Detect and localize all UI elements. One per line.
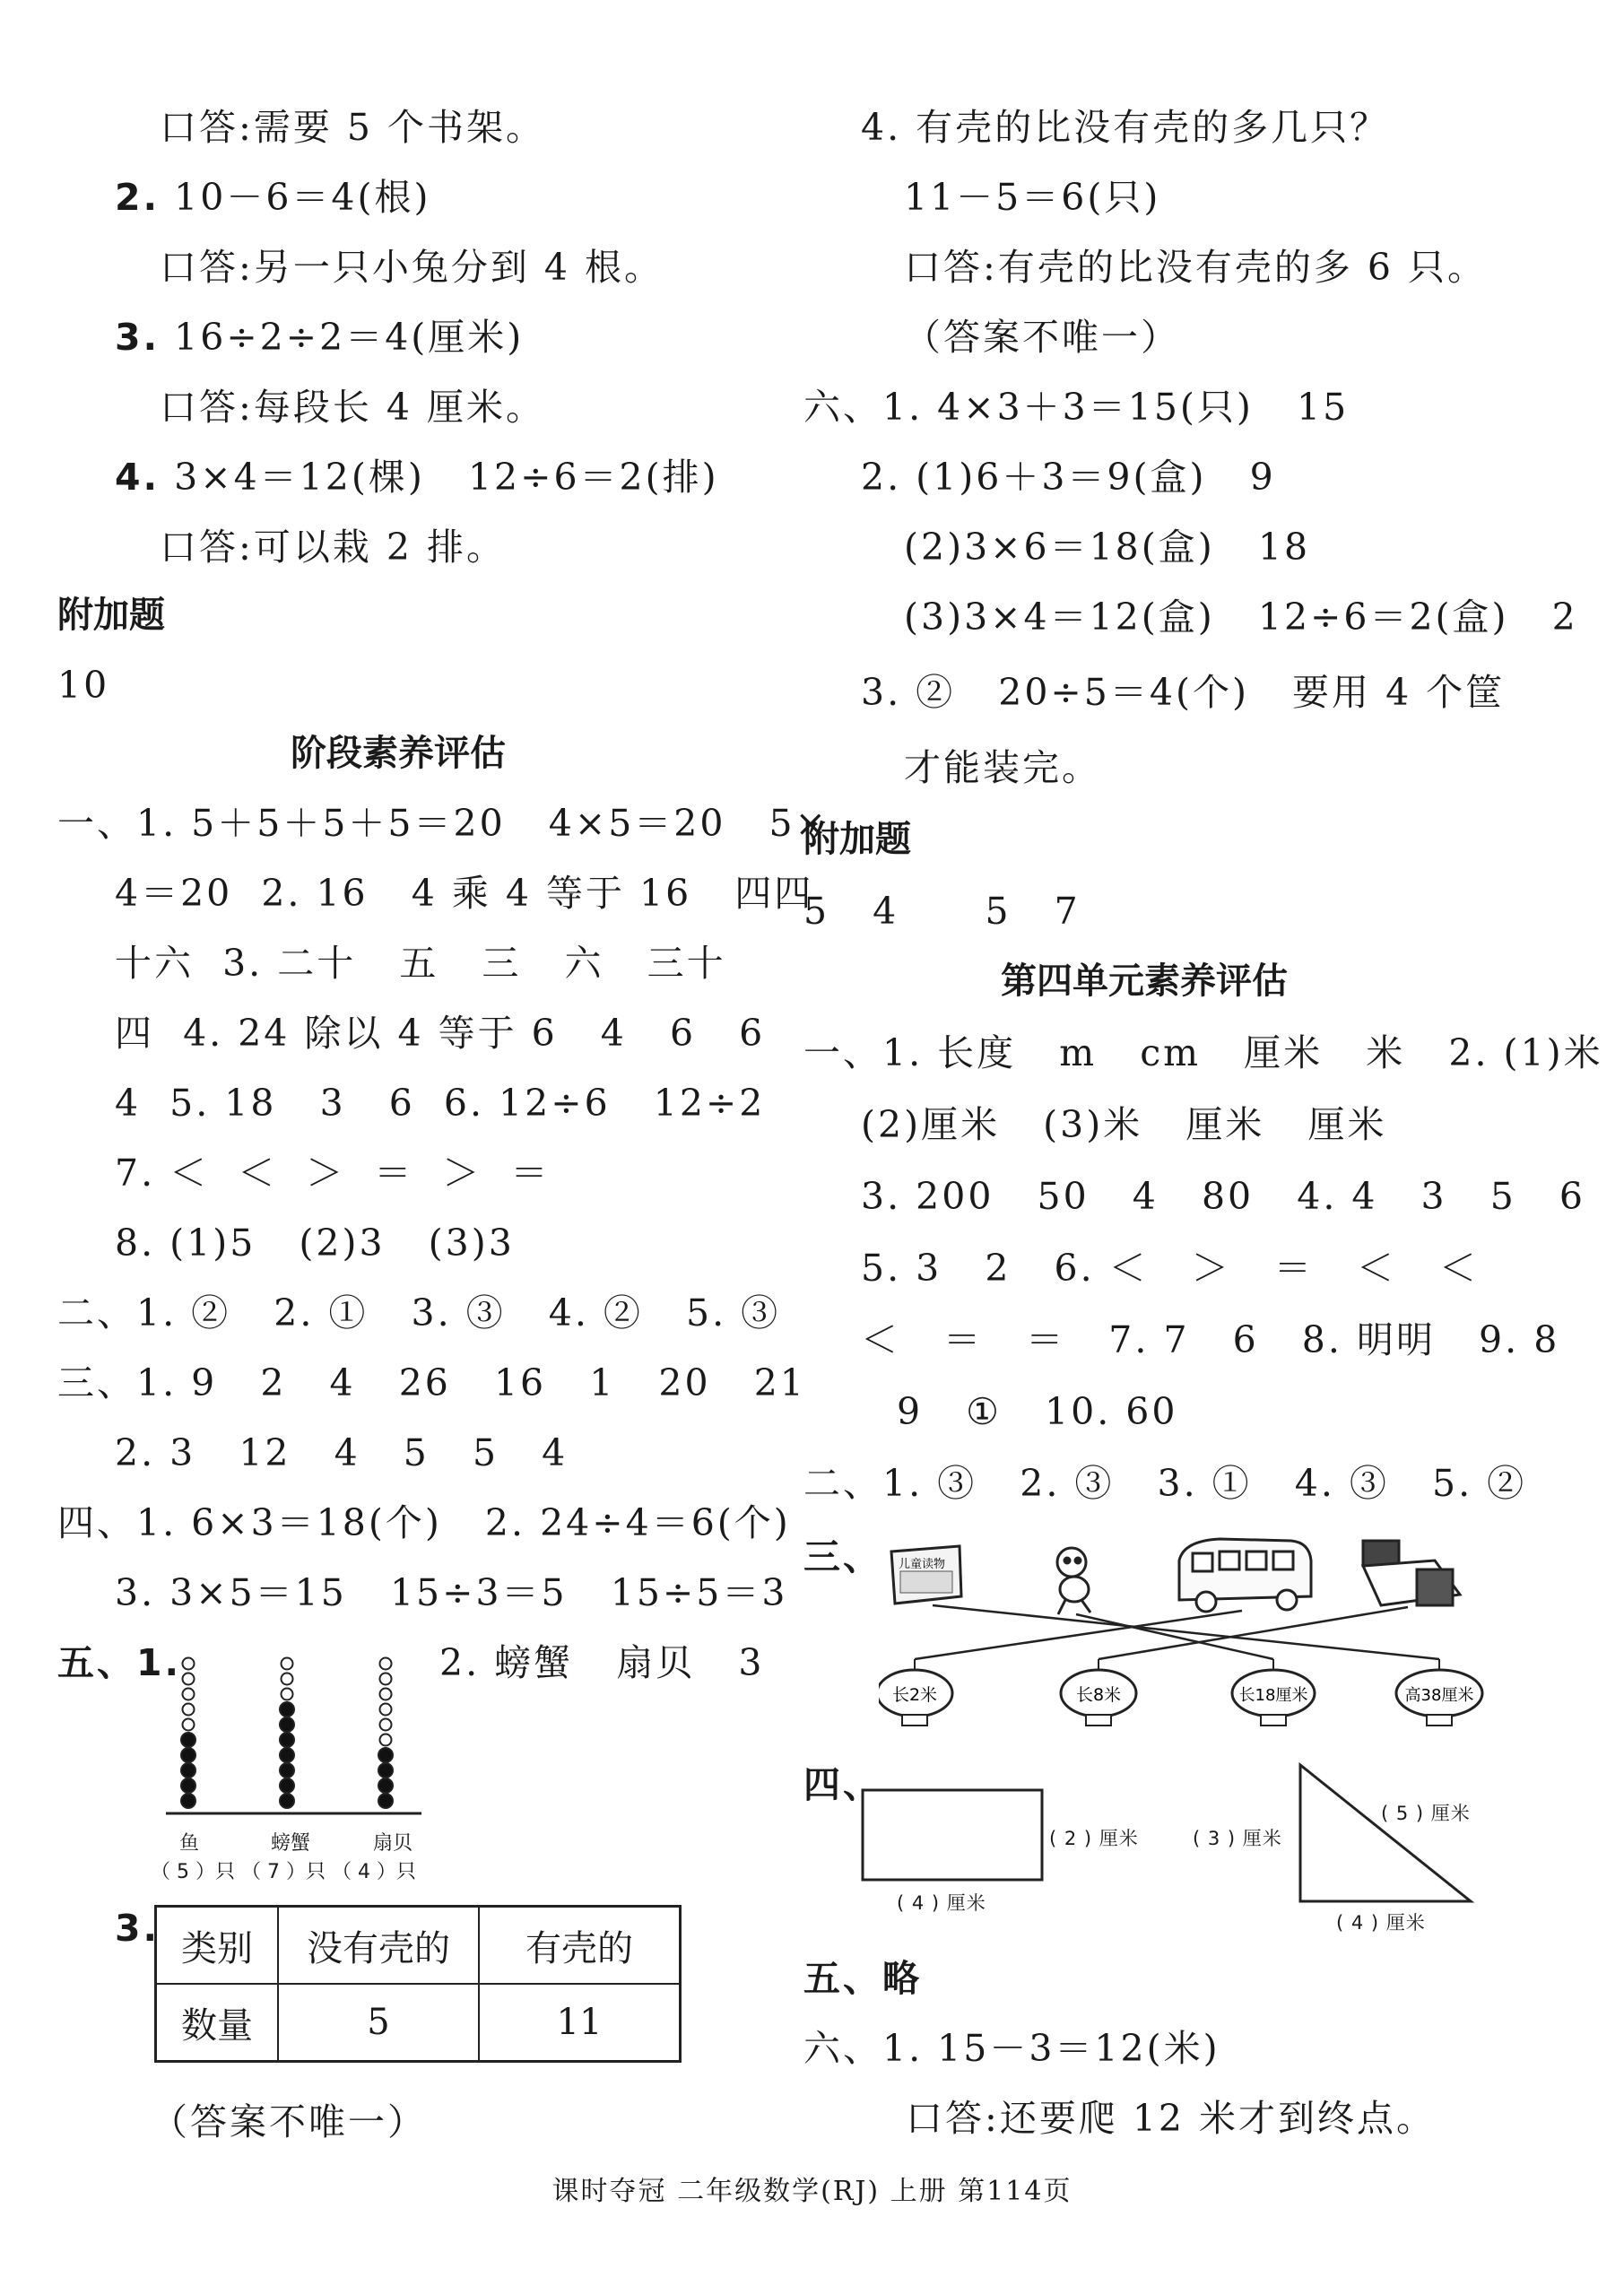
bead-filled bbox=[181, 1778, 195, 1793]
bead-empty bbox=[183, 1704, 195, 1716]
bead-empty bbox=[183, 1673, 195, 1685]
matching-lines bbox=[915, 1605, 1439, 1659]
bead-filled bbox=[378, 1763, 393, 1778]
answer-line: 口答:需要 5 个书架。 bbox=[160, 106, 545, 149]
bead-filled bbox=[378, 1794, 393, 1808]
bead-label: 螃蟹 bbox=[271, 1832, 311, 1855]
answer-line: (2)厘米 (3)米 厘米 厘米 bbox=[861, 1103, 1387, 1146]
bed-picture bbox=[1363, 1541, 1460, 1605]
answer-line: 3. ② 20÷5＝4(个) 要用 4 个筐 bbox=[861, 671, 1506, 714]
answer-line: 十六 3. 二十 五 三 六 三十 bbox=[115, 942, 726, 985]
bead-empty bbox=[282, 1689, 293, 1700]
bead-empty bbox=[282, 1673, 293, 1685]
answer-line: 二、1. ③ 2. ③ 3. ① 4. ③ 5. ② bbox=[803, 1462, 1527, 1505]
answer-line: 11－5＝6(只) bbox=[904, 176, 1161, 219]
page-footer: 课时夺冠 二年级数学(RJ) 上册 第114页 bbox=[551, 2176, 1073, 2207]
answer-line: 一、1. 长度 m cm 厘米 米 2. (1)米 bbox=[803, 1031, 1603, 1074]
question-number: 3. bbox=[115, 1907, 161, 1950]
answer-line: 五、略 bbox=[803, 1957, 922, 2000]
answer-line: 四、 bbox=[803, 1763, 882, 1806]
bead-empty bbox=[183, 1658, 195, 1670]
section-title: 第四单元素养评估 bbox=[1001, 961, 1288, 1002]
bead-empty bbox=[380, 1673, 392, 1685]
table-cell: 11 bbox=[479, 1984, 681, 2062]
answer-line: 4＝20 2. 16 4 乘 4 等于 16 四四 bbox=[115, 872, 814, 915]
table-header: 没有壳的 bbox=[278, 1907, 479, 1985]
lantern bbox=[879, 1659, 952, 1726]
matching-figure bbox=[879, 1525, 1489, 1740]
bead-filled bbox=[280, 1778, 294, 1793]
answer-line: 口答:另一只小兔分到 4 根。 bbox=[160, 246, 664, 289]
answer-line: 2. 螃蟹 扇贝 3 bbox=[439, 1641, 765, 1684]
bead-filled bbox=[378, 1778, 393, 1793]
answer-line: 三、 bbox=[803, 1535, 882, 1578]
table-header: 类别 bbox=[156, 1907, 279, 1985]
answer-line: 五、1. bbox=[57, 1641, 182, 1684]
answer-line: 一、1. 5＋5＋5＋5＝20 4×5＝20 5× bbox=[57, 802, 829, 845]
bead-filled bbox=[280, 1733, 294, 1747]
answer-line: 4. 有壳的比没有壳的多几只？ bbox=[861, 106, 1390, 149]
answer-line: 3. 3×5＝15 15÷3＝5 15÷5＝3 bbox=[115, 1571, 788, 1614]
answer-line: 六、1. 15－3＝12(米) bbox=[803, 2027, 1220, 2070]
extra-title: 附加题 bbox=[57, 595, 165, 636]
extra-answer: 5 4 5 7 bbox=[803, 890, 1081, 933]
bead-filled bbox=[280, 1794, 294, 1808]
lantern-label: 长2米 bbox=[891, 1685, 938, 1705]
lantern-label: 高38厘米 bbox=[1404, 1686, 1474, 1705]
answer-line: 3. 200 50 4 80 4. 4 3 5 6 bbox=[861, 1175, 1586, 1218]
answer-line: 口答:还要爬 12 米才到终点。 bbox=[906, 2097, 1437, 2140]
bead-filled bbox=[181, 1733, 195, 1747]
tri-hyp-label: ( 5 ) 厘米 bbox=[1381, 1803, 1471, 1824]
lantern bbox=[1396, 1659, 1482, 1726]
bead-count-label: （ 5 ）只 （ 7 ）只 （ 4 ）只 bbox=[151, 1861, 416, 1883]
bead-filled bbox=[181, 1794, 195, 1808]
lantern bbox=[1061, 1659, 1136, 1726]
answer-line: 4. 3×4＝12(棵) 12÷6＝2(排) bbox=[115, 456, 719, 499]
bead-empty bbox=[183, 1719, 195, 1731]
extra-title: 附加题 bbox=[803, 819, 911, 860]
table-cell: 5 bbox=[278, 1984, 479, 2062]
answer-line: ＜ ＝ ＝ 7. 7 6 8. 明明 9. 8 bbox=[861, 1318, 1560, 1361]
bead-filled bbox=[280, 1702, 294, 1717]
answer-line: 3. 16÷2÷2＝4(厘米) bbox=[115, 316, 525, 359]
extra-answer: 10 bbox=[57, 664, 110, 707]
answer-line: 4 5. 18 3 6 6. 12÷6 12÷2 bbox=[115, 1082, 766, 1125]
answer-line: 六、1. 4×3＋3＝15(只) 15 bbox=[803, 386, 1350, 429]
bead-empty bbox=[380, 1689, 392, 1700]
answer-line: 2. 3 12 4 5 5 4 bbox=[115, 1431, 569, 1474]
answer-line: (2)3×6＝18(盒) 18 bbox=[904, 526, 1311, 569]
bead-empty bbox=[282, 1658, 293, 1670]
answer-line: 四 4. 24 除以 4 等于 6 4 6 6 bbox=[115, 1012, 766, 1055]
lantern-label: 长18厘米 bbox=[1238, 1686, 1308, 1705]
bead-filled bbox=[280, 1748, 294, 1762]
answer-line: (3)3×4＝12(盒) 12÷6＝2(盒) 2 bbox=[904, 595, 1578, 639]
table-row-label: 数量 bbox=[156, 1984, 279, 2062]
answer-line: 5. 3 2 6. ＜ ＞ ＝ ＜ ＜ bbox=[861, 1247, 1480, 1290]
tri-bottom-label: ( 4 ) 厘米 bbox=[1336, 1912, 1426, 1934]
bead-label: 扇贝 bbox=[373, 1832, 413, 1855]
answer-line: 口答:有壳的比没有壳的多 6 只。 bbox=[904, 246, 1487, 289]
answer-line: 四、1. 6×3＝18(个) 2. 24÷4＝6(个) bbox=[57, 1501, 791, 1544]
bead-empty bbox=[380, 1658, 392, 1670]
bead-counter-figure bbox=[161, 1641, 430, 1830]
lantern bbox=[1232, 1659, 1315, 1726]
book-label: 儿童读物 bbox=[899, 1558, 946, 1571]
bus-picture bbox=[1179, 1539, 1311, 1612]
answer-line: 7. ＜ ＜ ＞ ＝ ＞ ＝ bbox=[115, 1152, 551, 1195]
bead-filled bbox=[181, 1763, 195, 1778]
bead-empty bbox=[380, 1704, 392, 1716]
table-header: 有壳的 bbox=[479, 1907, 681, 1985]
bead-empty bbox=[380, 1734, 392, 1746]
bead-filled bbox=[280, 1763, 294, 1778]
note: （答案不唯一） bbox=[151, 2100, 427, 2143]
answer-line: 口答:可以栽 2 排。 bbox=[160, 526, 506, 569]
rectangle-shape bbox=[863, 1790, 1042, 1880]
count-table bbox=[154, 1905, 682, 2063]
bead-label: 鱼 bbox=[179, 1832, 200, 1855]
bead-filled bbox=[378, 1748, 393, 1762]
bead-empty bbox=[183, 1689, 195, 1700]
answer-line: 8. (1)5 (2)3 (3)3 bbox=[115, 1221, 515, 1265]
answer-line: 9 ① 10. 60 bbox=[897, 1390, 1178, 1433]
answer-line: 2. 10－6＝4(根) bbox=[115, 176, 431, 219]
answer-line: 2. (1)6＋3＝9(盒) 9 bbox=[861, 456, 1276, 499]
bead-filled bbox=[181, 1748, 195, 1762]
lantern-label: 长8米 bbox=[1075, 1685, 1122, 1705]
section-title: 阶段素养评估 bbox=[291, 733, 506, 774]
bead-filled bbox=[280, 1717, 294, 1732]
rect-bottom-label: ( 4 ) 厘米 bbox=[897, 1892, 986, 1914]
dog-picture bbox=[1057, 1548, 1090, 1614]
tri-left-label: ( 3 ) 厘米 bbox=[1193, 1828, 1282, 1849]
answer-line: 才能装完。 bbox=[904, 746, 1101, 789]
answer-line: （答案不唯一） bbox=[904, 316, 1180, 359]
bead-empty bbox=[380, 1719, 392, 1731]
answer-line: 口答:每段长 4 厘米。 bbox=[160, 386, 545, 429]
answer-line: 三、1. 9 2 4 26 16 1 20 21 bbox=[57, 1361, 806, 1404]
rect-side-label: ( 2 ) 厘米 bbox=[1049, 1828, 1139, 1849]
answer-line: 二、1. ② 2. ① 3. ③ 4. ② 5. ③ bbox=[57, 1291, 781, 1334]
book-picture bbox=[891, 1546, 961, 1604]
